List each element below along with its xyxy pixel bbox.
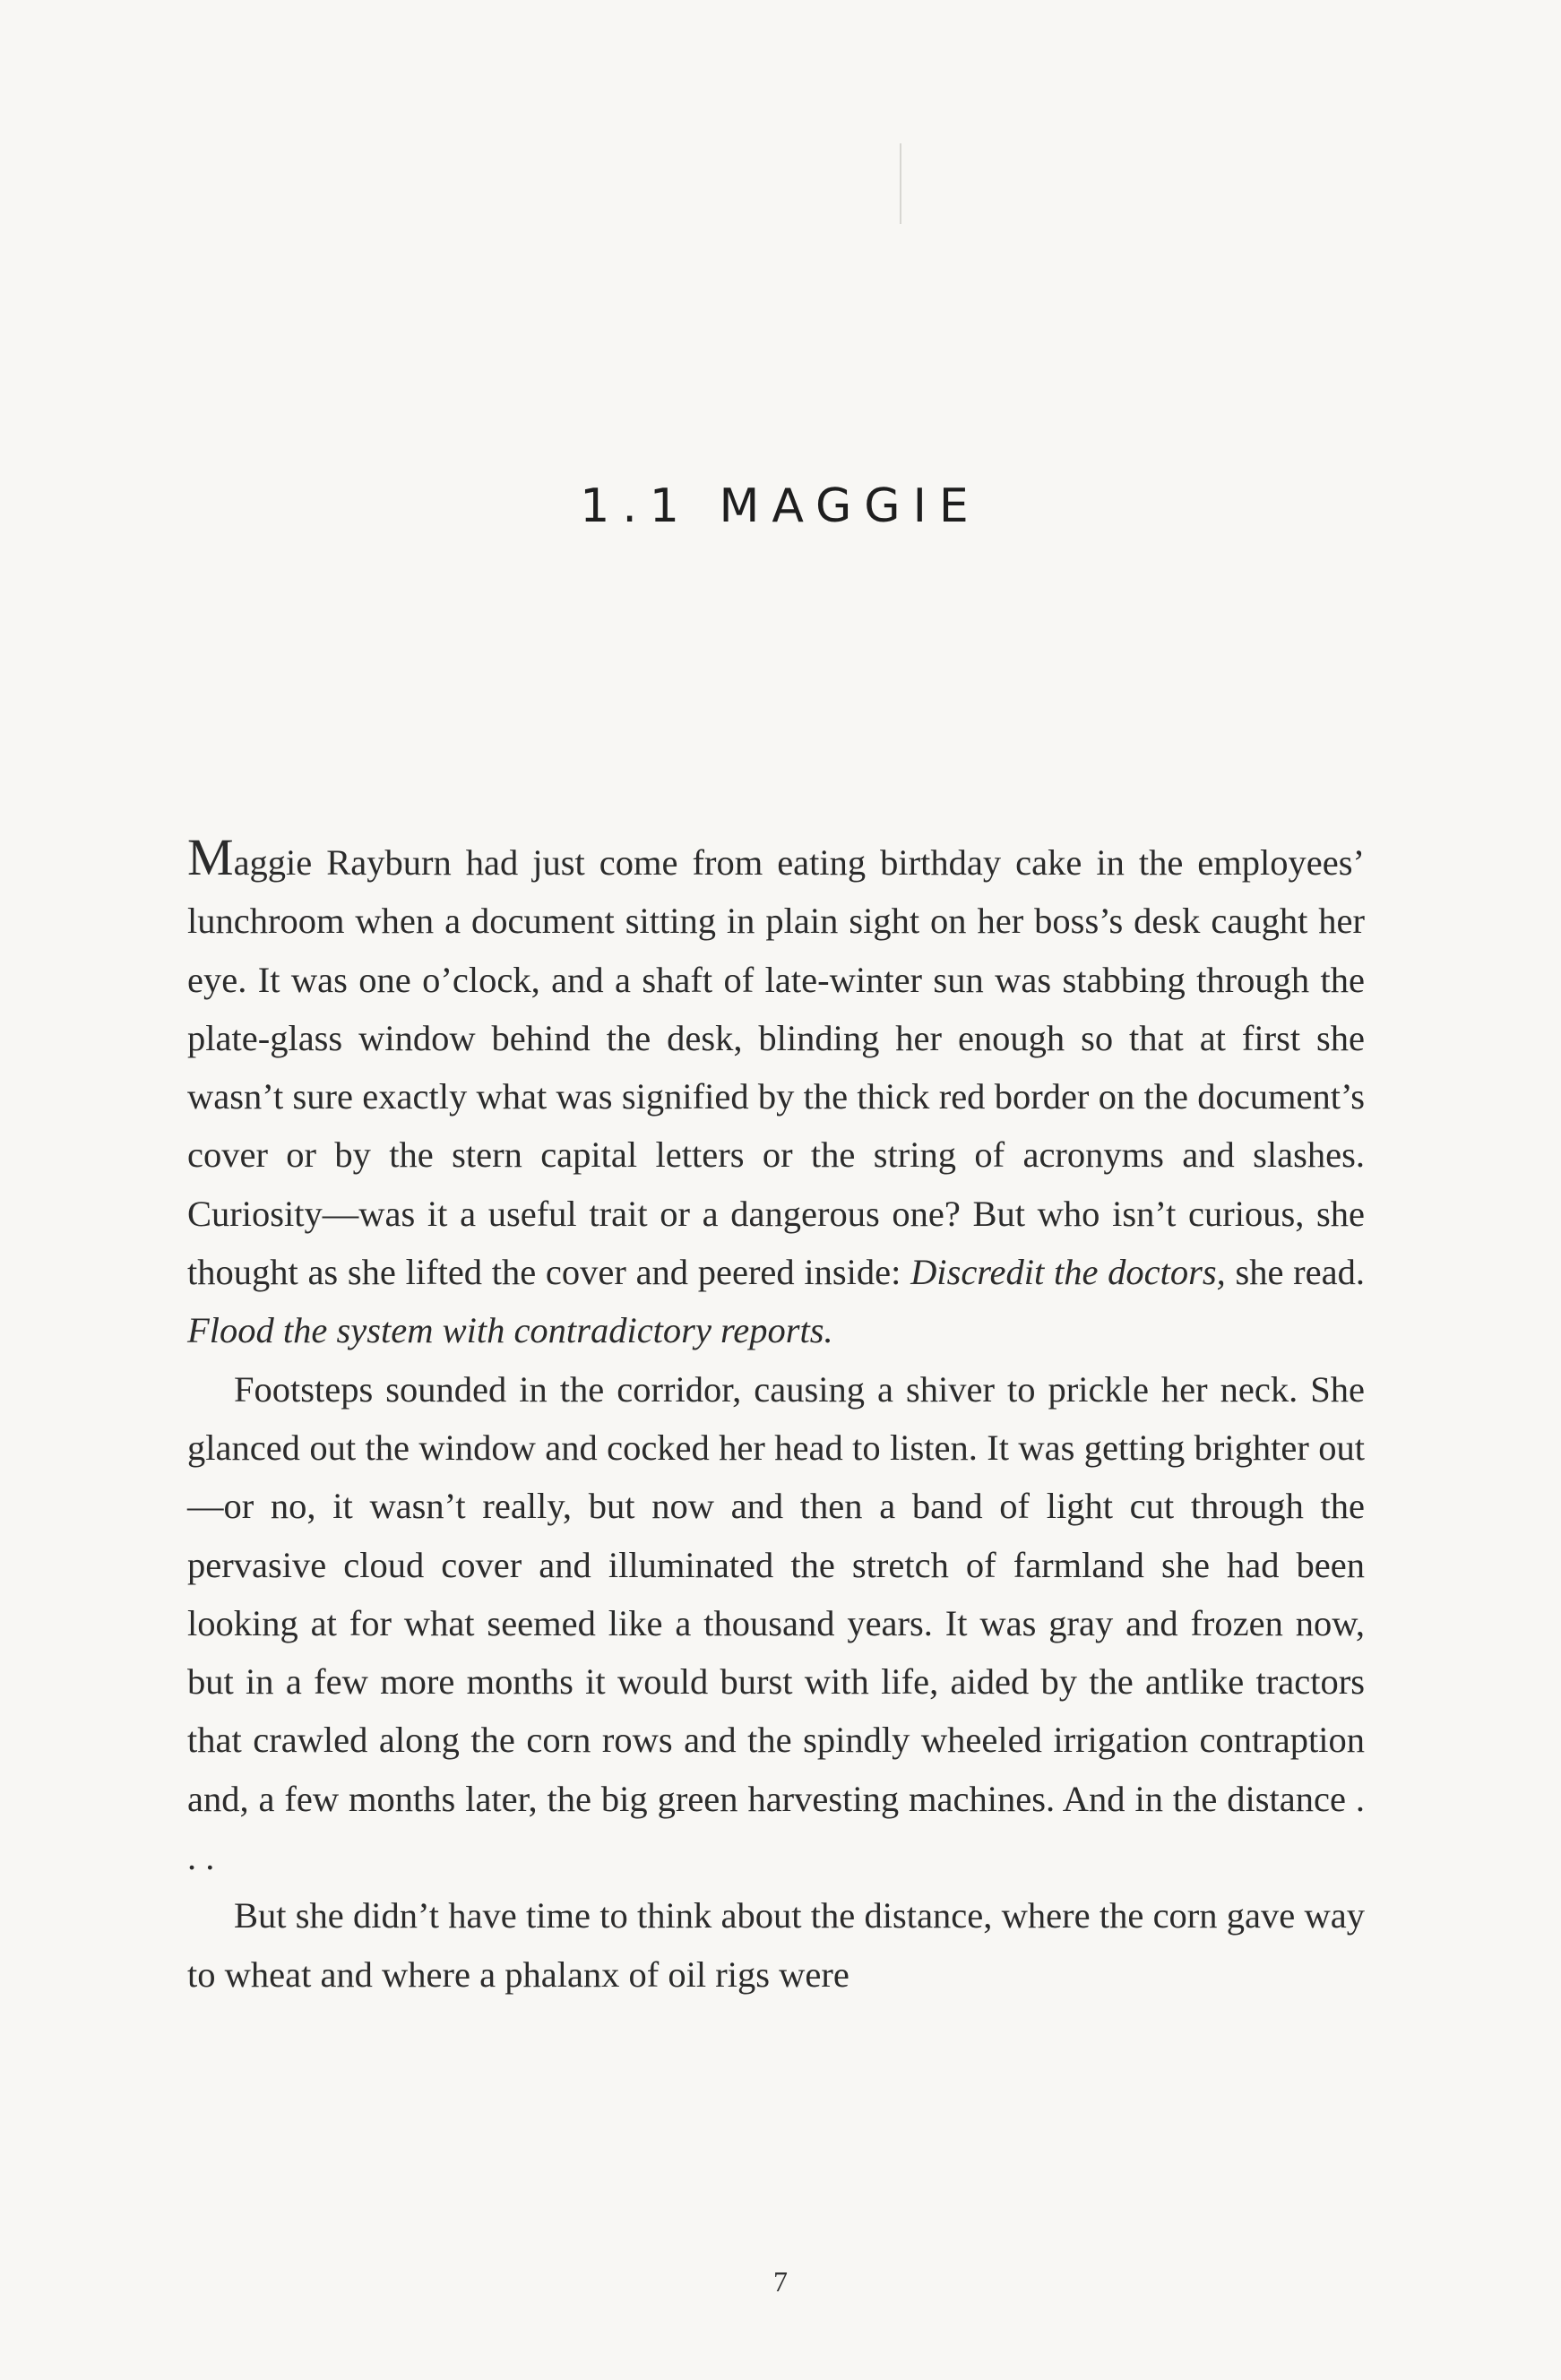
- italic-text: Discredit the doctors,: [910, 1252, 1226, 1293]
- text-run: aggie Rayburn had just come from eating birthday cake in the employees’ lunchroom when a document sitting in plain sight on her boss’s desk caught her eye. It was one o’clock, and a shaft of late-winter sun was stabbing through the plate-glass window behind the desk, blinding her enough so that at first she wasn’t sure exactly what was signified by the thick red border on the document’s cover or by the stern capital letters or the string of acronyms and slashes. Curiosity—was it a useful trait or a dangerous one? But who isn’t curious, she thought as she lifted the cover and peered inside:: [187, 842, 1365, 1293]
- page-number: 7: [773, 2265, 788, 2298]
- text-run: Footsteps sounded in the corridor, causing a shiver to prickle her neck. She glanced out the window and cocked her head to listen. It was getting brighter out—or no, it wasn’t really, but now and then a band of light cut through the pervasive cloud cover and illuminated the stretch of farmland she had been looking at for what seemed like a thousand years. It was gray and frozen now, but in a few more months it would burst with life, aided by the antlike tractors that crawled along the corn rows and the spindly wheeled irrigation contraption and, a few months later, the big green harvesting machines. And in the distance . . .: [187, 1368, 1365, 1878]
- paragraph-3: [187, 1886, 1365, 2004]
- text-run: she read.: [1225, 1252, 1365, 1293]
- text-run: But she didn’t have time to think about the distance, where the corn gave way to wheat and where a phalanx of oil rigs were: [187, 1895, 1365, 1995]
- chapter-body: [187, 828, 1365, 2004]
- drop-cap-letter: M: [187, 828, 234, 886]
- italic-text: Flood the system with contradictory reports.: [187, 1310, 833, 1351]
- scan-artifact-line: [900, 143, 901, 224]
- paragraph-1: [187, 828, 1365, 1360]
- paragraph-2: [187, 1360, 1365, 1887]
- chapter-title: 1.1 MAGGIE: [580, 479, 981, 533]
